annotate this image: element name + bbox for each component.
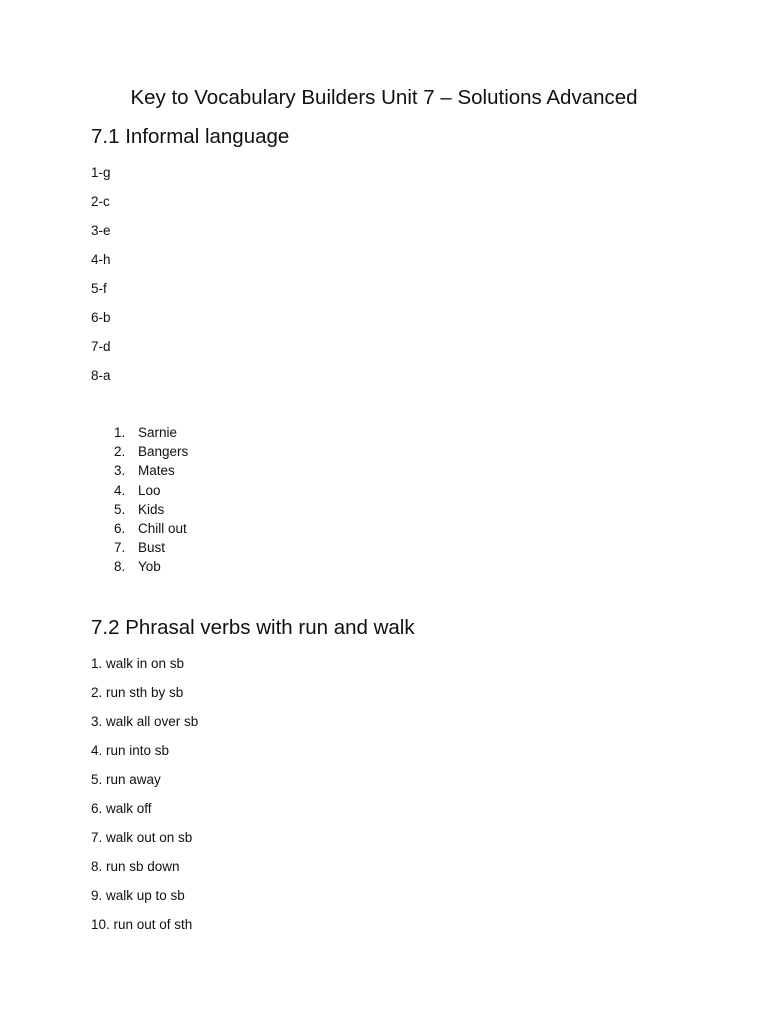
phrasal-verbs-answer-list [91,655,198,945]
answer-item: 10. run out of sth [91,917,193,932]
list-item-text: Yob [138,559,161,575]
document-title: Key to Vocabulary Builders Unit 7 – Solutions Advanced [130,86,638,109]
list-item-text: Loo [138,482,161,498]
list-item-number: 1. [114,425,126,440]
list-item-text: Mates [138,463,175,479]
list-item-number: 8. [114,559,126,575]
list-item-text: Chill out [138,520,187,536]
list-item-text: Sarnie [138,425,178,440]
list-item-number: 4. [114,482,126,498]
list-item-number: 2. [114,444,126,460]
answer-item: 8. run sb down [91,859,180,874]
list-item-number: 6. [114,520,126,536]
answer-item: 8-a [91,368,111,383]
answer-item: 9. walk up to sb [91,888,185,903]
list-item-text: Bust [138,540,166,556]
answer-item: 7. walk out on sb [91,830,193,845]
section-heading-phrasal-verbs: 7.2 Phrasal verbs with run and walk [91,616,415,639]
answer-item: 4. run into sb [91,743,170,758]
answer-item: 2-c [91,194,110,209]
answer-item: 6. walk off [91,801,152,816]
answer-item: 4-h [91,252,111,267]
answer-item: 7-d [91,339,111,354]
list-item-number: 3. [114,463,126,479]
answer-item: 5. run away [91,772,161,787]
answer-item: 3-e [91,223,111,238]
answer-item: 2. run sth by sb [91,685,184,700]
informal-language-answer-list [91,164,111,396]
answer-item: 1. walk in on sb [91,656,185,671]
list-item-text: Kids [138,501,165,517]
list-item-number: 5. [114,501,126,517]
answer-item: 6-b [91,310,111,325]
list-item-number: 7. [114,540,126,556]
answer-item: 1-g [91,165,111,180]
answer-item: 5-f [91,281,107,296]
section-heading-informal-language: 7.1 Informal language [91,125,290,148]
list-item-text: Bangers [138,444,189,460]
answer-item: 3. walk all over sb [91,714,199,729]
